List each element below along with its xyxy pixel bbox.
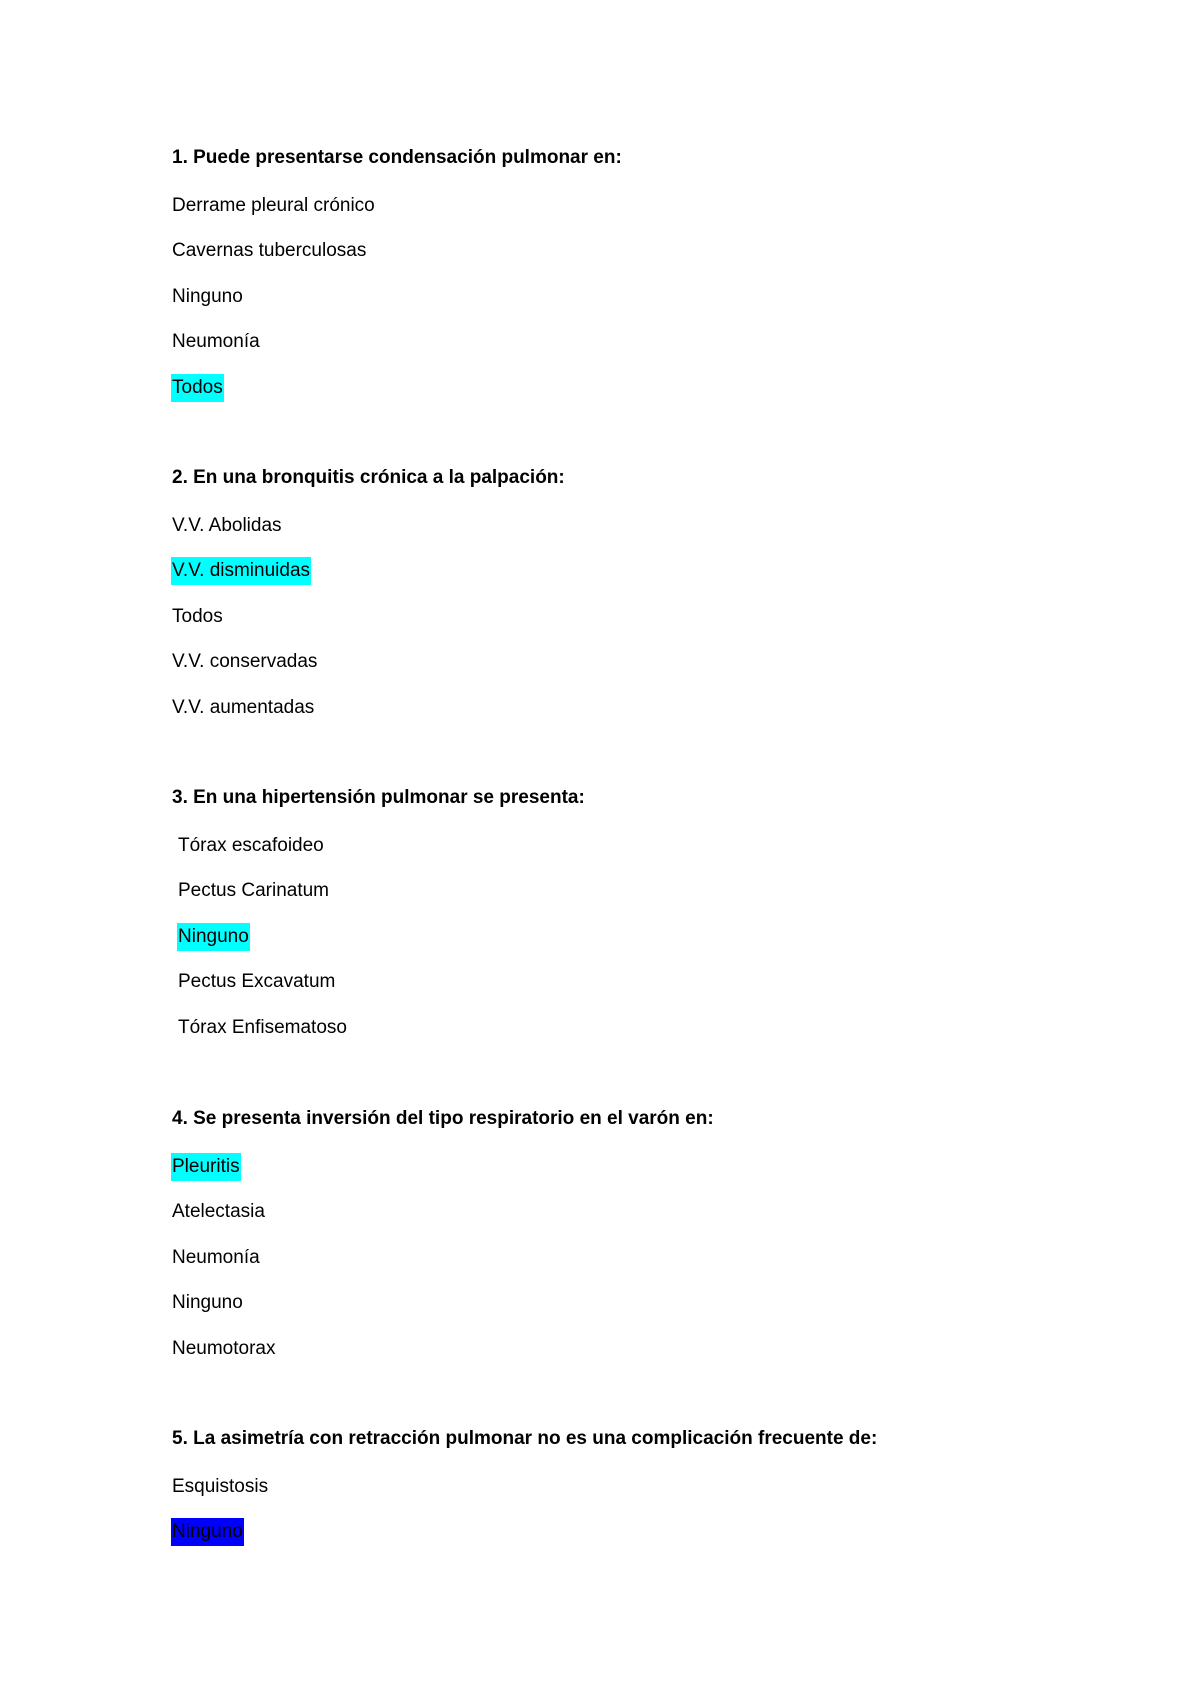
- answer-option: [172, 237, 1152, 261]
- answer-option: [172, 648, 1152, 672]
- question-title: 5. La asimetría con retracción pulmonar no es una complicación frecuente de:: [172, 1428, 878, 1449]
- option-text: Tórax Enfisematoso: [178, 1016, 347, 1038]
- option-text: Neumotorax: [172, 1337, 276, 1359]
- answer-option-highlighted: [172, 1518, 1152, 1542]
- question-2: [172, 466, 1152, 718]
- option-text: V.V. Abolidas: [172, 514, 282, 536]
- option-text: Ninguno: [172, 1292, 243, 1313]
- option-text: V.V. aumentadas: [172, 696, 315, 718]
- answer-option: [172, 1335, 1152, 1359]
- highlighted-answer: Pleuritis: [171, 1153, 241, 1181]
- option-text: Tórax escafoideo: [178, 834, 324, 856]
- answer-option-highlighted: [172, 923, 1152, 947]
- answer-option: [172, 603, 1152, 627]
- option-text: Esquistosis: [172, 1475, 269, 1497]
- answer-option: [172, 832, 1152, 856]
- highlighted-answer: Ninguno: [171, 1518, 244, 1546]
- question-1: [172, 146, 1152, 398]
- option-text: Neumonía: [172, 1246, 260, 1268]
- highlighted-answer: V.V. disminuidas: [171, 557, 311, 585]
- option-text: Neumonía: [172, 331, 260, 352]
- answer-option: [172, 283, 1152, 307]
- answer-option: [172, 968, 1152, 992]
- option-text: V.V. conservadas: [172, 651, 318, 672]
- answer-option: [172, 1198, 1152, 1222]
- answer-option: [172, 694, 1152, 718]
- answer-option: [172, 1473, 1152, 1497]
- question-4: [172, 1107, 1152, 1359]
- highlighted-answer: Ninguno: [177, 923, 250, 951]
- answer-option-highlighted: [172, 374, 1152, 398]
- option-text: Atelectasia: [172, 1201, 265, 1222]
- question-title: 2. En una bronquitis crónica a la palpación:: [172, 467, 565, 488]
- question-3: [172, 786, 1152, 1038]
- answer-option: [172, 328, 1152, 352]
- answer-option: [172, 512, 1152, 536]
- option-text: Derrame pleural crónico: [172, 194, 375, 216]
- highlighted-answer: Todos: [171, 374, 224, 402]
- option-text: Ninguno: [172, 285, 243, 307]
- answer-option: [172, 1244, 1152, 1268]
- question-title: 4. Se presenta inversión del tipo respiratorio en el varón en:: [172, 1108, 714, 1129]
- question-title: 1. Puede presentarse condensación pulmonar en:: [172, 147, 622, 168]
- answer-option-highlighted: [172, 557, 1152, 581]
- answer-option-highlighted: [172, 1153, 1152, 1177]
- option-text: Pectus Carinatum: [178, 880, 330, 901]
- answer-option: [172, 1014, 1152, 1038]
- option-text: Cavernas tuberculosas: [172, 240, 367, 261]
- answer-option: [172, 877, 1152, 901]
- answer-option: [172, 1289, 1152, 1313]
- option-text: Todos: [172, 605, 223, 627]
- answer-option: [172, 192, 1152, 216]
- question-title: 3. En una hipertensión pulmonar se presenta:: [172, 787, 585, 808]
- option-text: Pectus Excavatum: [178, 971, 336, 992]
- question-5: [172, 1427, 1152, 1542]
